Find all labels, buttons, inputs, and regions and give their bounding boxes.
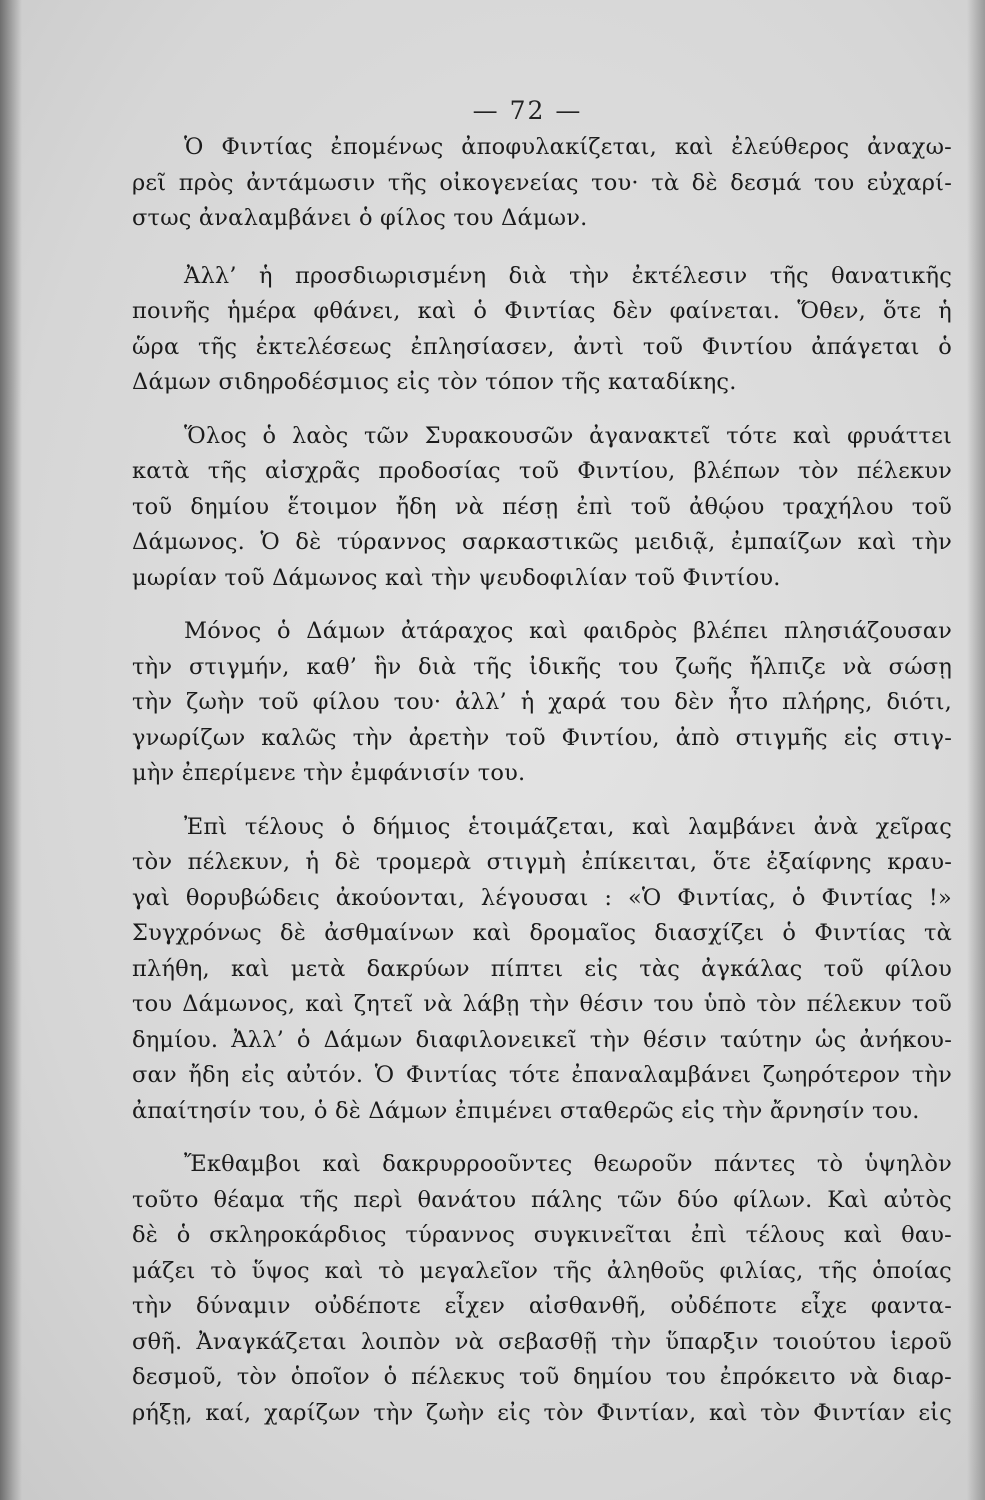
text-line: τὴν στιγμήν, καθ’ ἣν διὰ τῆς ἰδικῆς του ζωῆς ἤλπιζε νὰ σώσῃ [132,653,952,680]
text-line: κατὰ τῆς αἰσχρᾶς προδοσίας τοῦ Φιντίου, βλέπων τὸν πέλεκυν [132,458,952,484]
text-line: τὴν δύναμιν οὐδέποτε εἶχεν αἰσθανθῆ, οὐδέποτε εἶχε φαντα- [132,1293,952,1319]
text-line: ρήξῃ, καί, χαρίζων τὴν ζωὴν εἰς τὸν Φιντίαν, καὶ τὸν Φιντίαν εἰς [132,1399,952,1426]
text-line: τὸν πέλεκυν, ἡ δὲ τρομερὰ στιγμὴ ἐπίκειται, ὅτε ἐξαίφνης κραυ- [132,849,952,875]
text-line: Ὁ Φιντίας ἐπομένως ἀποφυλακίζεται, καὶ ἐλεύθερος ἀναχω- [184,134,952,160]
paragraph-3 [132,419,952,597]
text-line: μάζει τὸ ὕψος καὶ τὸ μεγαλεῖον τῆς ἀληθοῦς φιλίας, τῆς ὁποίας [132,1257,952,1284]
text-line: δημίου. Ἀλλ’ ὁ Δάμων διαφιλονεικεῖ τὴν θέσιν ταύτην ὡς ἀνήκου- [132,1026,952,1053]
text-line: ὥρα τῆς ἐκτελέσεως ἐπλησίασεν, ἀντὶ τοῦ Φιντίου ἀπάγεται ὁ [132,333,952,360]
text-line: ρεῖ πρὸς ἀντάμωσιν τῆς οἰκογενείας του· τὰ δὲ δεσμά του εὐχαρί- [132,169,952,196]
paragraph-5 [132,810,952,1130]
text-line: τοῦ δημίου ἕτοιμον ἤδη νὰ πέσῃ ἐπὶ τοῦ ἀθῴου τραχήλου τοῦ [132,493,952,520]
text-line: Συγχρόνως δὲ ἀσθμαίνων καὶ δρομαῖος διασχίζει ὁ Φιντίας τὰ [132,920,952,946]
text-line: Μόνος ὁ Δάμων ἀτάραχος καὶ φαιδρὸς βλέπει πλησιάζουσαν [184,618,952,644]
page-edge-shadow [967,0,985,1500]
paragraph-6 [132,1147,952,1431]
paragraph-1 [132,130,952,237]
text-line: ἀπαίτησίν του, ὁ δὲ Δάμων ἐπιμένει σταθερῶς εἰς τὴν ἄρνησίν του. [132,1097,920,1124]
text-line: μὴν ἐπερίμενε τὴν ἐμφάνισίν του. [132,760,526,786]
text-line: ποινῆς ἡμέρα φθάνει, καὶ ὁ Φιντίας δὲν φαίνεται. Ὅθεν, ὅτε ἡ [132,298,952,324]
text-line: στως ἀναλαμβάνει ὁ φίλος του Δάμων. [132,205,588,231]
text-line: τὴν ζωὴν τοῦ φίλου του· ἀλλ’ ἡ χαρά του δὲν ἦτο πλήρης, διότι, [132,689,952,715]
text-line: του Δάμωνος, καὶ ζητεῖ νὰ λάβῃ τὴν θέσιν του ὑπὸ τὸν πέλεκυν τοῦ [132,991,952,1017]
page-binding-shadow [0,0,22,1500]
text-line: Ὅλος ὁ λαὸς τῶν Συρακουσῶν ἀγανακτεῖ τότε καὶ φρυάττει [184,422,952,449]
text-line: μωρίαν τοῦ Δάμωνος καὶ τὴν ψευδοφιλίαν τοῦ Φιντίου. [132,564,781,591]
text-line: γνωρίζων καλῶς τὴν ἀρετὴν τοῦ Φιντίου, ἀπὸ στιγμῆς εἰς στιγ- [132,724,952,751]
text-line: Δάμων σιδηροδέσμιος εἰς τὸν τόπον τῆς καταδίκης. [132,369,737,395]
text-line: τοῦτο θέαμα τῆς περὶ θανάτου πάλης τῶν δύο φίλων. Καὶ αὐτὸς [132,1186,952,1213]
body-text [132,130,952,1453]
text-line: Ἐπὶ τέλους ὁ δήμιος ἑτοιμάζεται, καὶ λαμβάνει ἀνὰ χεῖρας [184,813,952,840]
text-line: σαν ἤδη εἰς αὐτόν. Ὁ Φιντίας τότε ἐπαναλαμβάνει ζωηρότερον τὴν [132,1062,952,1088]
text-line: Ἔκθαμβοι καὶ δακρυρροοῦντες θεωροῦν πάντες τὸ ὑψηλὸν [184,1151,952,1177]
text-line: δὲ ὁ σκληροκάρδιος τύραννος συγκινεῖται ἐπὶ τέλους καὶ θαυ- [132,1222,952,1248]
text-line: σθῆ. Ἀναγκάζεται λοιπὸν νὰ σεβασθῇ τὴν ὕπαρξιν τοιούτου ἱεροῦ [132,1328,952,1355]
text-line: δεσμοῦ, τὸν ὁποῖον ὁ πέλεκυς τοῦ δημίου του ἐπρόκειτο νὰ διαρ- [132,1364,952,1390]
text-line: Δάμωνος. Ὁ δὲ τύραννος σαρκαστικῶς μειδιᾷ, ἐμπαίζων καὶ τὴν [132,529,952,555]
paragraph-4 [132,614,952,792]
text-line: πλήθη, καὶ μετὰ δακρύων πίπτει εἰς τὰς ἀγκάλας τοῦ φίλου [132,955,952,982]
paragraph-2 [132,259,952,401]
page-number: — 72 — [472,96,583,125]
text-line: γαὶ θορυβώδεις ἀκούονται, λέγουσαι : «Ὁ Φιντίας, ὁ Φιντίας !» [132,884,952,911]
text-line: Ἀλλ’ ἡ προσδιωρισμένη διὰ τὴν ἐκτέλεσιν τῆς θανατικῆς [184,262,952,289]
